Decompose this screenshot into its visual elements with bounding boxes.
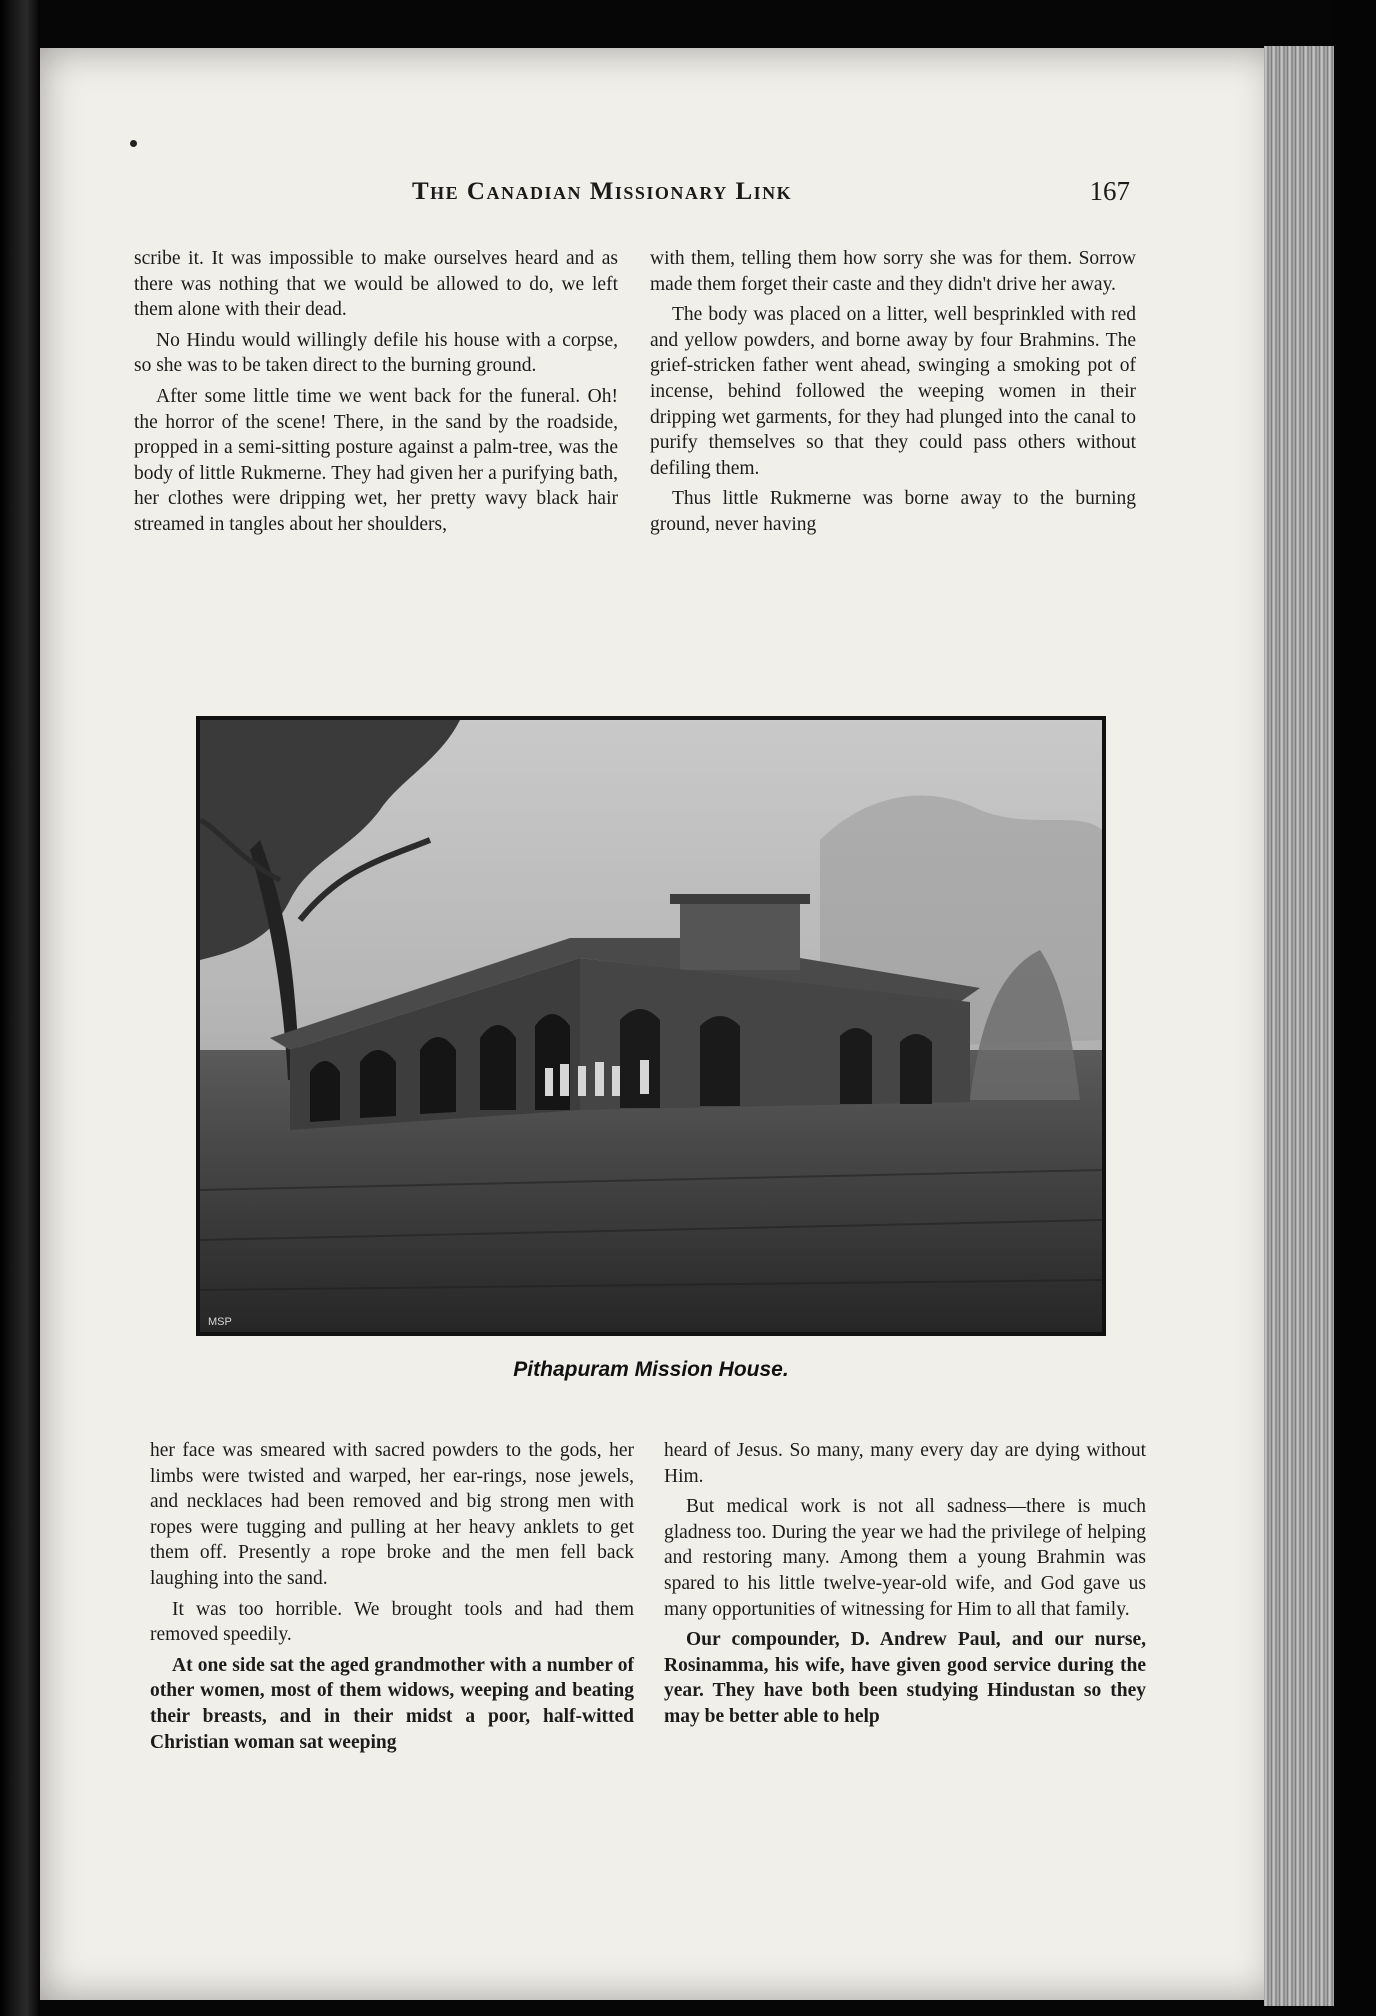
column-bottom-right xyxy=(664,1438,1146,1735)
paragraph: But medical work is not all sadness—there is much gladness too. During the year we had the privilege of helping and restoring many. Among them a young Brahmin was spared to his little twelve-year-old wife, and God gave us many opportunities of witnessing for Him to all that family. xyxy=(664,1496,1146,1620)
paragraph: Our compounder, D. Andrew Paul, and our nurse, Rosinamma, his wife, have given good service during the year. They have both been studying Hindustan so they may be better able to help xyxy=(664,1629,1146,1727)
mission-house-photo xyxy=(196,716,1106,1336)
running-title: The Canadian Missionary Link xyxy=(412,178,793,205)
page-header xyxy=(130,178,1130,218)
column-top-left xyxy=(134,246,618,543)
paragraph: with them, telling them how sorry she was for them. Sorrow made them forget their caste and they didn't drive her away. xyxy=(650,248,1136,295)
photo-credit: MSP xyxy=(208,1316,232,1328)
page-mark-dot xyxy=(130,140,137,147)
book-right-shadow xyxy=(1334,0,1376,2016)
paragraph: At one side sat the aged grandmother with a number of other women, most of them widows, weeping and beating their breasts, and in their midst a poor, half-witted Christian woman sat weeping xyxy=(150,1654,634,1753)
paragraph: Thus little Rukmerne was borne away to the burning ground, never having xyxy=(650,488,1136,535)
page-number: 167 xyxy=(1089,176,1130,206)
photo-caption: Pithapuram Mission House. xyxy=(513,1358,789,1381)
paragraph: heard of Jesus. So many, many every day are dying without Him. xyxy=(664,1440,1146,1487)
photo-illustration xyxy=(200,720,1102,1332)
book-left-edge xyxy=(0,0,38,2016)
column-bottom-left xyxy=(150,1438,634,1760)
book-page-edges xyxy=(1264,46,1334,2006)
paragraph: scribe it. It was impossible to make ourselves heard and as there was nothing that we would be allowed to do, we left them alone with their dead. xyxy=(134,248,618,321)
paragraph: It was too horrible. We brought tools and had them removed speedily. xyxy=(150,1598,634,1646)
column-top-right xyxy=(650,246,1136,543)
paragraph: No Hindu would willingly defile his house with a corpse, so she was to be taken direct to the burning ground. xyxy=(134,329,618,377)
paragraph: After some little time we went back for the funeral. Oh! the horror of the scene! There, in the sand by the roadside, propped in a semi-sitting posture against a palm-tree, was the body of little Rukmerne. They had given her a purifying bath, her clothes were dripping wet, her pretty wavy black hair streamed in tangles about her shoulders, xyxy=(134,385,618,535)
paragraph: her face was smeared with sacred powders to the gods, her limbs were twisted and warped, her ear-rings, nose jewels, and necklaces had been removed and big strong men with ropes were tugging and pulling at her heavy anklets to get them off. Presently a rope broke and the men fell back laughing into the sand. xyxy=(150,1440,634,1589)
paragraph: The body was placed on a litter, well besprinkled with red and yellow powders, and borne away by four Brahmins. The grief-stricken father went ahead, swinging a smoking pot of incense, behind followed the weeping women in their dripping wet garments, for they had plunged into the canal to purify themselves so that they could pass others without defiling them. xyxy=(650,304,1136,479)
